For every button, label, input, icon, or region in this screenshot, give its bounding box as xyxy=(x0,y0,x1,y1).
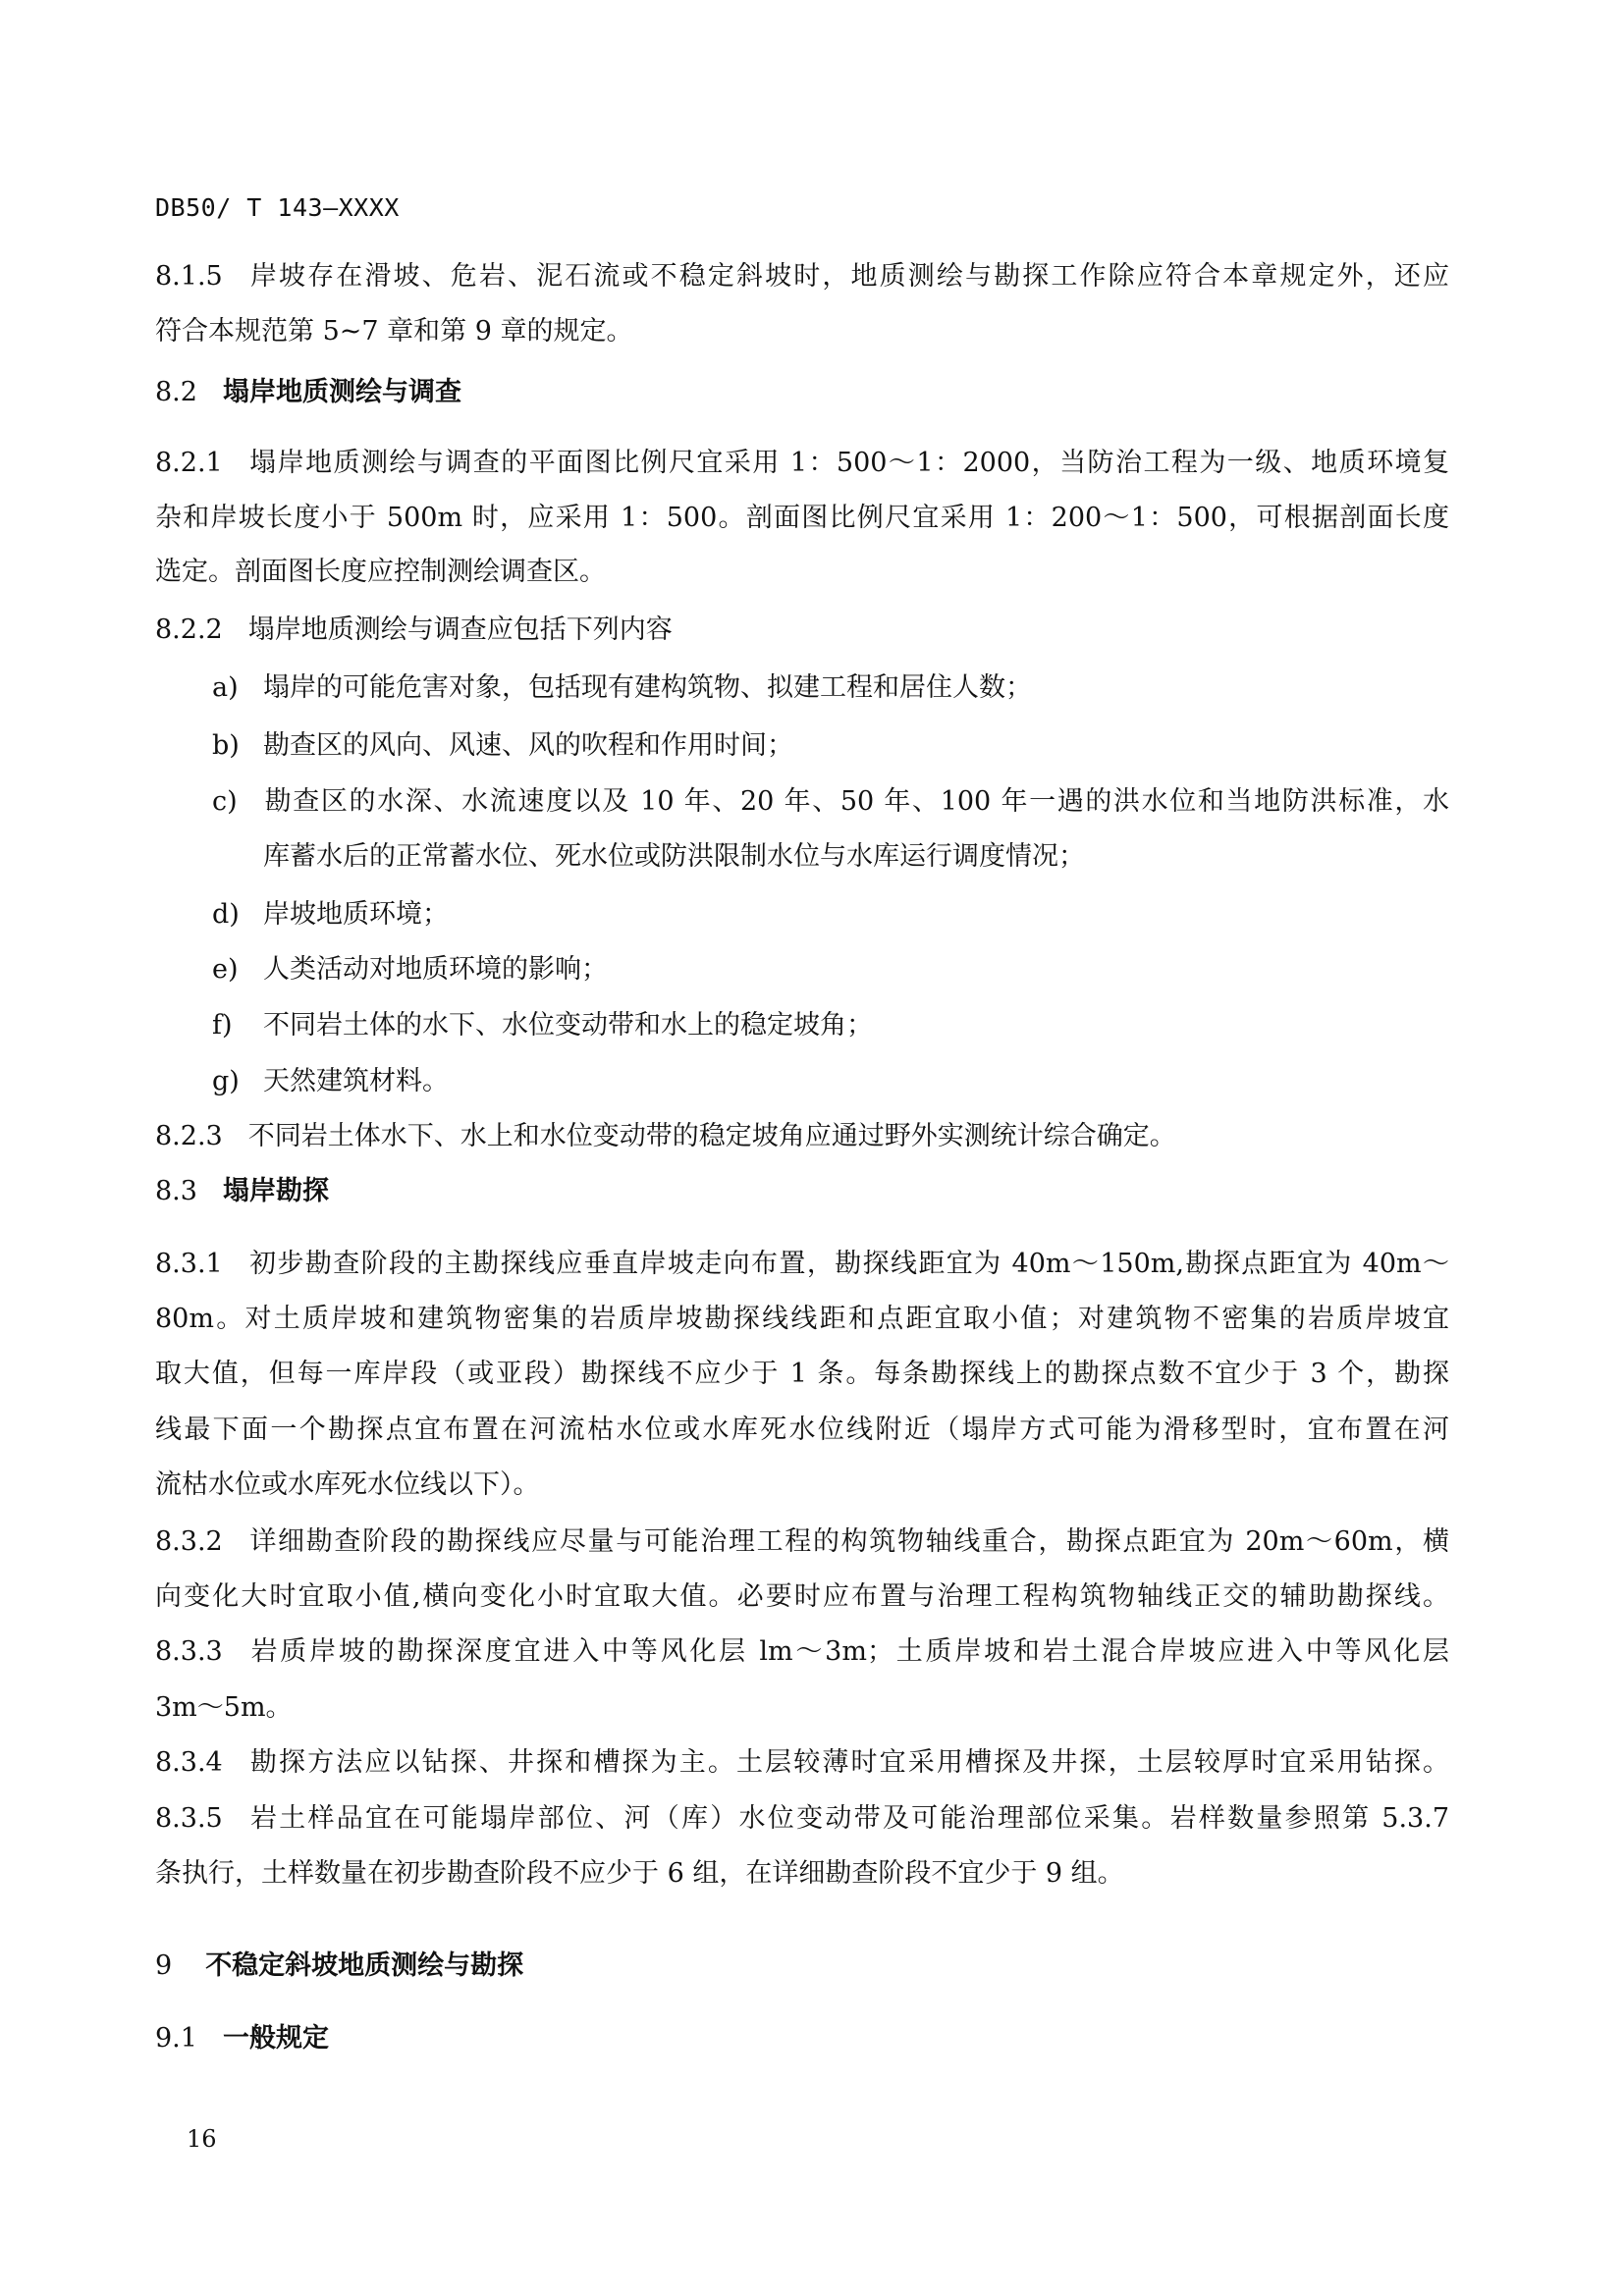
clause-text: 岸坡存在滑坡、危岩、泥石流或不稳定斜坡时，地质测绘与勘探工作除应符合本章规定外，还应 xyxy=(247,261,1449,292)
clause-8-3-3-line-1 xyxy=(155,1632,1449,1672)
list-item-d xyxy=(212,895,1449,934)
clause-text: 塌岸地质测绘与调查的平面图比例尺宜采用 1：500～1：2000，当防治工程为一级、地质环境复 xyxy=(247,448,1449,478)
clause-number: 8.2.3 xyxy=(155,1121,223,1151)
clause-number: 8.3.3 xyxy=(155,1636,223,1667)
section-heading-9-1 xyxy=(155,2019,1449,2058)
list-item-label: d) xyxy=(212,899,240,930)
list-item-c xyxy=(212,782,1449,822)
list-item-text: 人类活动对地质环境的影响； xyxy=(263,954,608,985)
clause-8-1-5-line-1 xyxy=(155,257,1449,296)
clause-8-2-1-line-1 xyxy=(155,444,1449,483)
list-item-label: e) xyxy=(212,954,239,985)
clause-number: 8.3.1 xyxy=(155,1249,223,1279)
clause-text: 取大值，但每一库岸段（或亚段）勘探线不应少于 1 条。每条勘探线上的勘探点数不宜少于 3 个，勘探 xyxy=(155,1359,1449,1389)
page-number: 16 xyxy=(187,2125,217,2153)
clause-text: 条执行，土样数量在初步勘查阶段不应少于 6 组，在详细勘查阶段不宜少于 9 组。 xyxy=(155,1858,1124,1889)
clause-8-3-1-line-4 xyxy=(155,1411,1449,1450)
section-title: 塌岸勘探 xyxy=(222,1176,329,1206)
clause-text: 岩土样品宜在可能塌岸部位、河（库）水位变动带及可能治理部位采集。岩样数量参照第 5.3.7 xyxy=(247,1803,1449,1834)
clause-8-3-1-line-5 xyxy=(155,1466,1449,1505)
page-header-doc-code: DB50/ T 143—XXXX xyxy=(155,193,400,222)
clause-8-3-2-line-2 xyxy=(155,1577,1449,1617)
clause-8-3-3-line-2 xyxy=(155,1688,1449,1728)
clause-8-3-1-line-1 xyxy=(155,1245,1449,1284)
clause-number: 8.2.1 xyxy=(155,448,223,478)
list-item-a xyxy=(212,668,1449,708)
clause-8-3-1-line-2 xyxy=(155,1300,1449,1339)
section-number: 8.2 xyxy=(155,377,197,407)
clause-8-1-5-line-2 xyxy=(155,312,1449,351)
clause-number: 8.2.2 xyxy=(155,614,223,645)
clause-8-3-1-line-3 xyxy=(155,1355,1449,1394)
clause-text: 初步勘查阶段的主勘探线应垂直岸坡走向布置，勘探线距宜为 40m～150m,勘探点距宜为 40m～ xyxy=(247,1249,1449,1279)
chapter-heading-9 xyxy=(155,1947,1449,1986)
section-number: 9.1 xyxy=(155,2023,197,2054)
list-item-label: a) xyxy=(212,672,239,703)
list-item-text: 勘查区的风向、风速、风的吹程和作用时间； xyxy=(263,730,793,761)
clause-text: 不同岩土体水下、水上和水位变动带的稳定坡角应通过野外实测统计综合确定。 xyxy=(247,1121,1176,1151)
clause-number: 8.3.4 xyxy=(155,1747,223,1778)
clause-text: 勘探方法应以钻探、井探和槽探为主。土层较薄时宜采用槽探及井探，土层较厚时宜采用钻探。 xyxy=(247,1747,1449,1778)
list-item-e xyxy=(212,950,1449,989)
clause-text: 杂和岸坡长度小于 500m 时，应采用 1：500。剖面图比例尺宜采用 1：200～1：500，可根据剖面长度 xyxy=(155,503,1449,533)
clause-number: 8.3.5 xyxy=(155,1803,223,1834)
clause-8-3-5-line-2 xyxy=(155,1854,1449,1894)
list-item-g xyxy=(212,1062,1449,1101)
clause-text: 岩质岸坡的勘探深度宜进入中等风化层 lm～3m；土质岸坡和岩土混合岸坡应进入中等风化层 xyxy=(247,1636,1449,1667)
clause-text: 3m～5m。 xyxy=(155,1692,293,1723)
list-item-label: g) xyxy=(212,1066,240,1096)
clause-8-2-3 xyxy=(155,1117,1449,1156)
section-title: 一般规定 xyxy=(222,2023,329,2054)
chapter-title: 不稳定斜坡地质测绘与勘探 xyxy=(205,1950,524,1981)
list-item-text: 岸坡地质环境； xyxy=(263,899,449,930)
list-item-label: c) xyxy=(212,786,238,817)
list-item-text: 天然建筑材料。 xyxy=(263,1066,449,1096)
chapter-number: 9 xyxy=(155,1950,173,1981)
clause-number: 8.3.2 xyxy=(155,1526,223,1557)
clause-text: 线最下面一个勘探点宜布置在河流枯水位或水库死水位线附近（塌岸方式可能为滑移型时，宜布置在河 xyxy=(155,1415,1449,1445)
list-item-b xyxy=(212,726,1449,766)
clause-text: 符合本规范第 5~7 章和第 9 章的规定。 xyxy=(155,316,633,347)
clause-text: 详细勘查阶段的勘探线应尽量与可能治理工程的构筑物轴线重合，勘探点距宜为 20m～60m，横 xyxy=(247,1526,1449,1557)
clause-number: 8.1.5 xyxy=(155,261,223,292)
clause-text: 流枯水位或水库死水位线以下）。 xyxy=(155,1469,540,1500)
clause-8-3-4 xyxy=(155,1743,1449,1783)
list-item-text: 库蓄水后的正常蓄水位、死水位或防洪限制水位与水库运行调度情况； xyxy=(263,841,1085,872)
list-item-c-continuation xyxy=(263,837,1449,877)
list-item-label: f) xyxy=(212,1010,233,1041)
clause-8-3-2-line-1 xyxy=(155,1522,1449,1562)
clause-8-2-1-line-2 xyxy=(155,499,1449,538)
section-title: 塌岸地质测绘与调查 xyxy=(222,377,461,407)
section-heading-8-2 xyxy=(155,373,1449,412)
list-item-text: 勘查区的水深、水流速度以及 10 年、20 年、50 年、100 年一遇的洪水位和当地防洪标准，水 xyxy=(263,786,1449,817)
list-item-text: 塌岸的可能危害对象，包括现有建构筑物、拟建工程和居住人数； xyxy=(263,672,1032,703)
clause-8-2-2 xyxy=(155,611,1449,650)
clause-text: 向变化大时宜取小值,横向变化小时宜取大值。必要时应布置与治理工程构筑物轴线正交的辅助勘探线。 xyxy=(155,1581,1449,1612)
section-number: 8.3 xyxy=(155,1176,197,1206)
list-item-text: 不同岩土体的水下、水位变动带和水上的稳定坡角； xyxy=(263,1010,873,1041)
clause-text: 塌岸地质测绘与调查应包括下列内容 xyxy=(247,614,673,645)
clause-8-3-5-line-1 xyxy=(155,1799,1449,1839)
clause-text: 80m。对土质岸坡和建筑物密集的岩质岸坡勘探线线距和点距宜取小值；对建筑物不密集的岩质岸坡宜 xyxy=(155,1304,1449,1334)
list-item-f xyxy=(212,1006,1449,1045)
section-heading-8-3 xyxy=(155,1172,1449,1211)
clause-text: 选定。剖面图长度应控制测绘调查区。 xyxy=(155,557,606,587)
clause-8-2-1-line-3 xyxy=(155,553,1449,592)
list-item-label: b) xyxy=(212,730,240,761)
